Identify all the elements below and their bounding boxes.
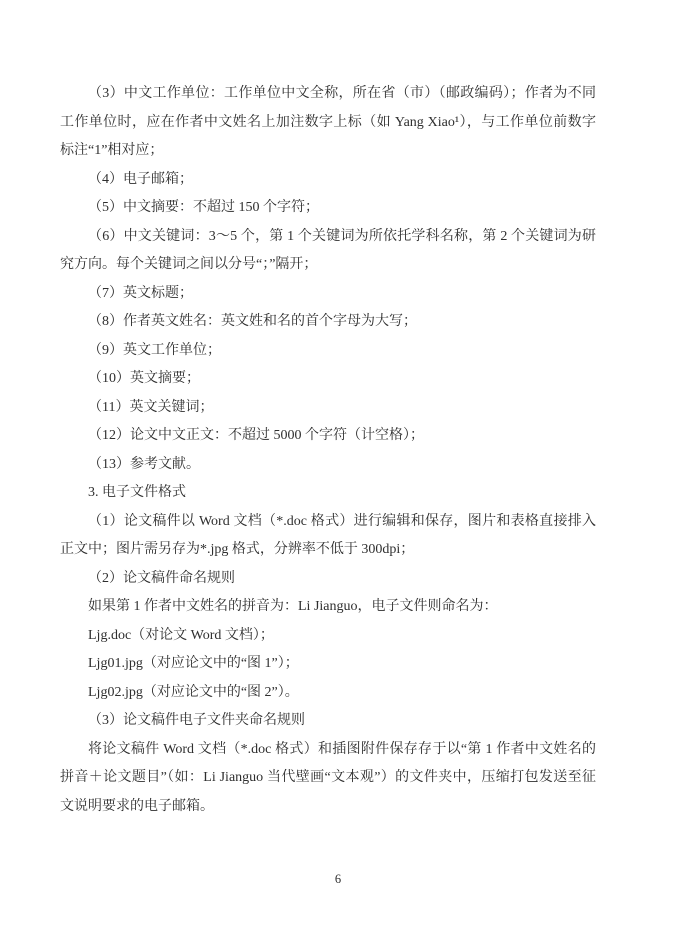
paragraph: Ljg01.jpg（对应论文中的“图 1”）； xyxy=(88,656,299,671)
paragraph: （12）论文中文正文：不超过 5000 个字符（计空格）； xyxy=(88,428,424,443)
paragraph: （10）英文摘要； xyxy=(88,371,200,386)
paragraph: （5）中文摘要：不超过 150 个字符； xyxy=(88,200,319,215)
paragraph: （9）英文工作单位； xyxy=(88,342,221,358)
paragraph: （3）论文稿件电子文件夹命名规则 xyxy=(88,713,305,728)
paragraph: （6）中文关键词：3～5 个，第 1 个关键词为所依托学科名称，第 2 个关键词为研究方向。每个关键词之间以分号“；”隔开； xyxy=(60,228,596,272)
paragraph: （3）中文工作单位：工作单位中文全称，所在省（市）（邮政编码）；作者为不同工作单位时，应在作者中文姓名上加注数字上标（如 Yang Xiao¹），与工作单位前数字标注“1”相对应； xyxy=(60,86,596,158)
paragraph: （8）作者英文姓名：英文姓和名的首个字母为大写； xyxy=(88,314,417,329)
paragraph: （11）英文关键词； xyxy=(88,399,214,415)
paragraph: （2）论文稿件命名规则 xyxy=(88,570,235,586)
paragraph: （4）电子邮箱； xyxy=(88,171,193,187)
paragraph: （1）论文稿件以 Word 文档（*.doc 格式）进行编辑和保存，图片和表格直接排入正文中；图片需另存为*.jpg 格式，分辨率不低于 300dpi； xyxy=(60,513,596,557)
paragraph: Ljg.doc（对论文 Word 文档）； xyxy=(88,627,274,643)
paragraph: 将论文稿件 Word 文档（*.doc 格式）和插图附件保存存于以“第 1 作者中文姓名的拼音＋论文题目”（如：Li Jianguo 当代壁画“文本观”）的文件夹中，压缩打包发送至征文说明要求的电子邮箱。 xyxy=(60,741,596,814)
document-body xyxy=(60,80,596,821)
paragraph: （7）英文标题； xyxy=(88,285,193,301)
paragraph: 如果第 1 作者中文姓名的拼音为：Li Jianguo，电子文件则命名为： xyxy=(88,599,498,614)
paragraph: Ljg02.jpg（对应论文中的“图 2”）。 xyxy=(88,684,299,700)
page-number: 6 xyxy=(334,872,342,886)
paragraph: （13）参考文献。 xyxy=(88,456,200,472)
paragraph: 3. 电子文件格式 xyxy=(88,485,186,500)
